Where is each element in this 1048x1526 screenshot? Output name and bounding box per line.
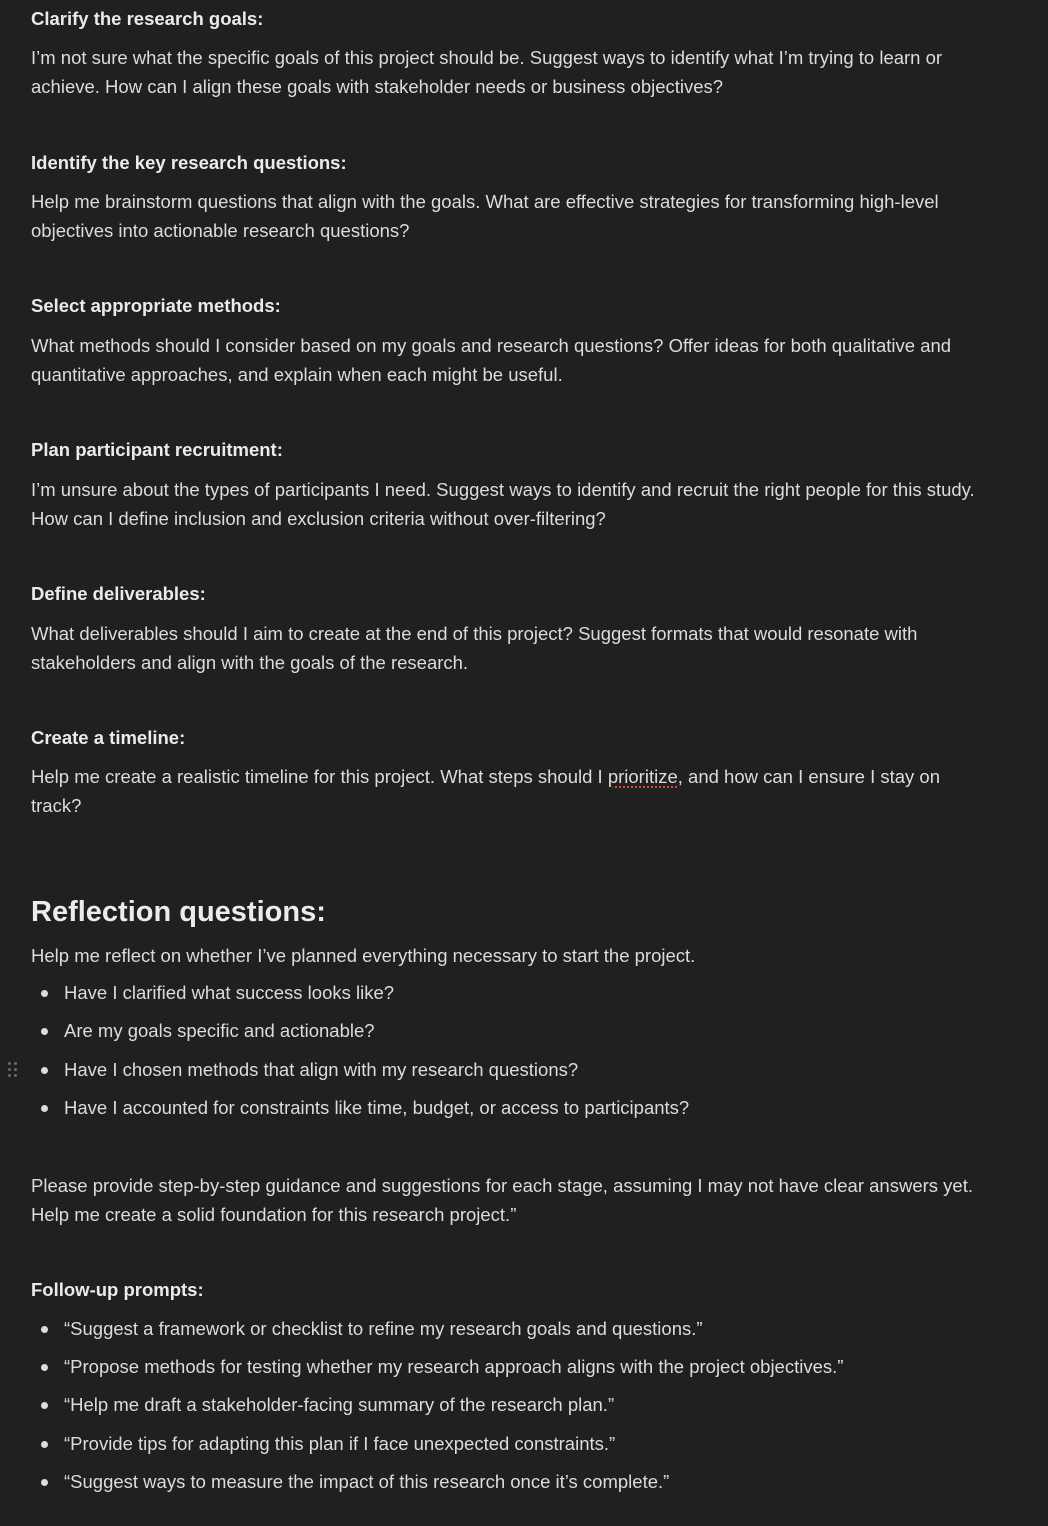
list-item[interactable] xyxy=(0,1352,1000,1382)
list-item-text: Are my goals specific and actionable? xyxy=(64,1020,375,1041)
list-item[interactable] xyxy=(0,1429,1000,1459)
section-heading-deliverables: Define deliverables: xyxy=(31,583,206,604)
bullet-icon xyxy=(41,1441,48,1448)
list-item[interactable] xyxy=(0,1055,1000,1085)
bullet-icon xyxy=(41,1479,48,1486)
timeline-text-start: Help me create a realistic timeline for this project. What steps should I xyxy=(31,766,608,787)
timeline-text-end: , and how can I ensure I stay on track? xyxy=(31,766,940,816)
section-body-questions[interactable]: Help me brainstorm questions that align with the goals. What are effective strategies for transforming high-level objectives into actionable research questions? xyxy=(31,191,939,241)
bullet-icon xyxy=(41,990,48,997)
list-item-text: “Help me draft a stakeholder-facing summary of the research plan.” xyxy=(64,1394,615,1415)
list-item[interactable] xyxy=(0,1093,1000,1123)
bullet-icon xyxy=(41,1067,48,1074)
section-body-deliverables[interactable]: What deliverables should I aim to create at the end of this project? Suggest formats that would resonate with stakeholders and align with the goals of the research. xyxy=(31,623,918,673)
bullet-icon xyxy=(41,1402,48,1409)
reflection-intro[interactable]: Help me reflect on whether I’ve planned everything necessary to start the project. xyxy=(31,945,696,966)
list-item[interactable] xyxy=(0,1467,1000,1497)
list-item[interactable] xyxy=(0,1390,1000,1420)
section-body-goals[interactable]: I’m not sure what the specific goals of this project should be. Suggest ways to identify what I’m trying to learn or achieve. How can I align these goals with stakeholder needs or business objectives? xyxy=(31,47,943,97)
list-item-text: “Propose methods for testing whether my research approach aligns with the project objectives.” xyxy=(64,1356,844,1377)
bullet-icon xyxy=(41,1364,48,1371)
list-item-text: “Provide tips for adapting this plan if I face unexpected constraints.” xyxy=(64,1433,616,1454)
section-heading-recruitment: Plan participant recruitment: xyxy=(31,439,283,460)
bullet-icon xyxy=(41,1028,48,1035)
section-heading-questions: Identify the key research questions: xyxy=(31,152,347,173)
bullet-icon xyxy=(41,1326,48,1333)
section-body-recruitment[interactable]: I’m unsure about the types of participants I need. Suggest ways to identify and recruit the right people for this study. How can I define inclusion and exclusion criteria without over-filtering? xyxy=(31,479,975,529)
list-item-text: Have I clarified what success looks like? xyxy=(64,982,395,1003)
list-item-text: “Suggest a framework or checklist to refine my research goals and questions.” xyxy=(64,1318,703,1339)
section-heading-timeline: Create a timeline: xyxy=(31,727,186,748)
list-item[interactable] xyxy=(0,1016,1000,1046)
section-body-methods[interactable]: What methods should I consider based on my goals and research questions? Offer ideas for both qualitative and quantitative approaches, and explain when each might be useful. xyxy=(31,335,952,385)
closing-paragraph[interactable]: Please provide step-by-step guidance and suggestions for each stage, assuming I may not have clear answers yet. Help me create a solid foundation for this research project.” xyxy=(31,1175,973,1225)
reflection-heading: Reflection questions: xyxy=(31,896,326,928)
followup-heading: Follow-up prompts: xyxy=(31,1279,204,1300)
section-heading-methods: Select appropriate methods: xyxy=(31,295,281,316)
section-heading-goals: Clarify the research goals: xyxy=(31,8,264,29)
bullet-icon xyxy=(41,1105,48,1112)
list-item-text: Have I chosen methods that align with my research questions? xyxy=(64,1059,579,1080)
spellcheck-flagged-word[interactable]: prioritize xyxy=(607,766,678,787)
list-item[interactable] xyxy=(0,1314,1000,1344)
section-body-timeline[interactable] xyxy=(31,762,976,820)
list-item[interactable] xyxy=(0,978,1000,1008)
list-item-text: Have I accounted for constraints like time, budget, or access to participants? xyxy=(64,1097,690,1118)
list-item-text: “Suggest ways to measure the impact of this research once it’s complete.” xyxy=(64,1471,670,1492)
